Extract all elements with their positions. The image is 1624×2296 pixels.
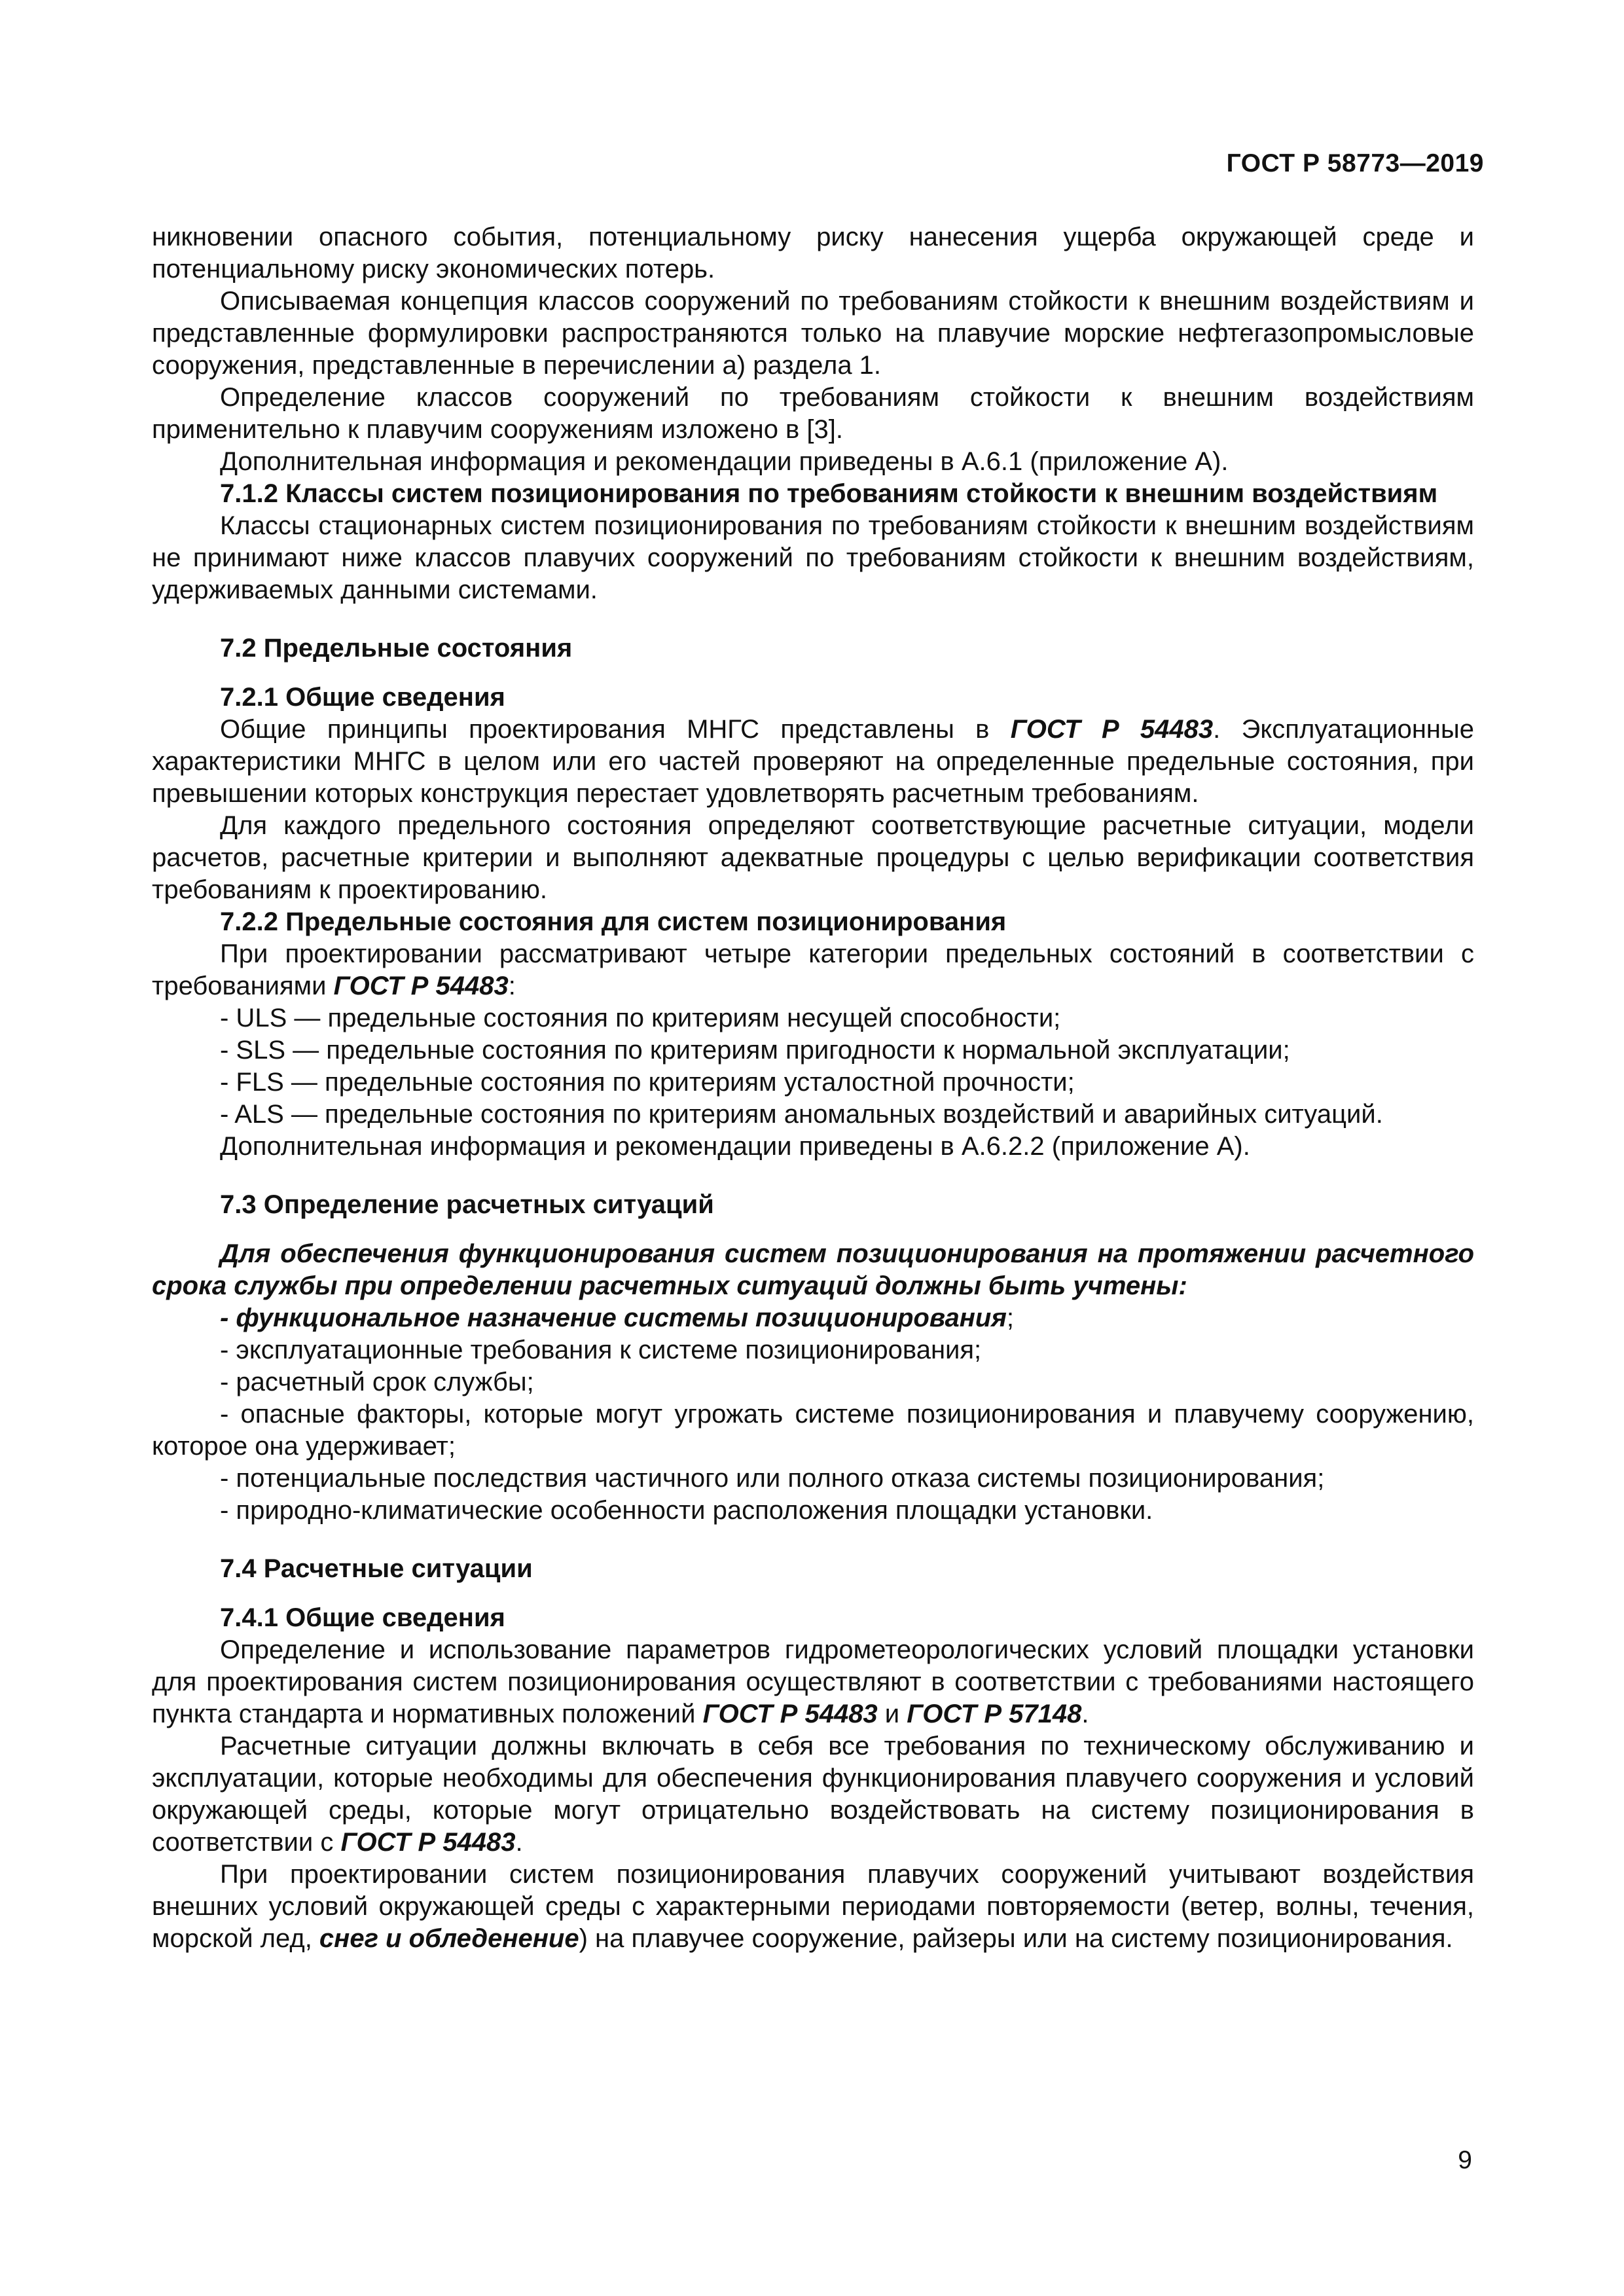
paragraph: Определение классов сооружений по требованиям стойкости к внешним воздействиям применительно к плавучим сооружениям изложено в [3]. (152, 383, 1474, 444)
paragraph: Для каждого предельного состояния определяют соответствующие расчетные ситуации, модели расчетов, расчетные критерии и выполняют адекватные процедуры с целью верификации соответствия требованиям к проектированию. (152, 811, 1474, 904)
standard-reference: ГОСТ Р 54483 (333, 972, 509, 1000)
paragraph: Дополнительная информация и рекомендации приведены в А.6.2.2 (приложение А). (220, 1132, 1250, 1161)
standard-reference: ГОСТ Р 54483 (340, 1828, 516, 1857)
list-item: - ULS — предельные состояния по критериям несущей способности; (220, 1004, 1061, 1032)
list-item: - SLS — предельные состояния по критериям пригодности к нормальной эксплуатации; (220, 1036, 1290, 1065)
paragraph: Определение и использование параметров гидрометеорологических условий площадки установки для проектирования систем позиционирования осуществляют в соответствии с требованиями настоящего пункта стандарта и нормативных положений ГОСТ Р 54483 и ГОСТ Р 57148. (152, 1635, 1474, 1728)
list-item: - опасные факторы, которые могут угрожать системе позиционирования и плавучему сооружению, которое она удерживает; (152, 1400, 1474, 1461)
list-item: - ALS — предельные состояния по критериям аномальных воздействий и аварийных ситуаций. (220, 1100, 1383, 1129)
list-item: - FLS — предельные состояния по критериям усталостной прочности; (220, 1068, 1075, 1097)
page-number: 9 (1458, 2146, 1472, 2174)
paragraph: При проектировании рассматривают четыре категории предельных состояний в соответствии с требованиями ГОСТ Р 54483: (152, 939, 1474, 1000)
section-heading-7-2-1: 7.2.1 Общие сведения (220, 683, 505, 712)
section-heading-7-4-1: 7.4.1 Общие сведения (220, 1603, 505, 1632)
paragraph: Расчетные ситуации должны включать в себя все требования по техническому обслуживанию и эксплуатации, которые необходимы для обеспечения функционирования плавучего сооружения и условий окружающей среды, которые могут отрицательно воздействовать на систему позиционирования в соответствии с ГОСТ Р 54483. (152, 1732, 1474, 1857)
section-heading-7-4: 7.4 Расчетные ситуации (220, 1554, 533, 1583)
list-item: - потенциальные последствия частичного или полного отказа системы позиционирования; (220, 1464, 1325, 1493)
paragraph: Классы стационарных систем позиционирования по требованиям стойкости к внешним воздействиям не принимают ниже классов плавучих сооружений по требованиям стойкости к внешним воздействиям, удерживаемых данными системами. (152, 511, 1474, 604)
list-item: - расчетный срок службы; (220, 1368, 534, 1396)
list-item: - эксплуатационные требования к системе позиционирования; (220, 1336, 982, 1364)
standard-reference: ГОСТ Р 54483 (1010, 715, 1214, 744)
paragraph: Дополнительная информация и рекомендации приведены в А.6.1 (приложение А). (220, 447, 1229, 476)
section-heading-7-1-2: 7.1.2 Классы систем позиционирования по требованиям стойкости к внешним воздействиям (220, 479, 1438, 508)
list-item: - природно-климатические особенности расположения площадки установки. (220, 1496, 1153, 1525)
document-code-header: ГОСТ Р 58773—2019 (1226, 149, 1484, 177)
paragraph: Для обеспечения функционирования систем позиционирования на протяжении расчетного срока службы при определении расчетных ситуаций должны быть учтены: (152, 1239, 1474, 1300)
section-heading-7-2-2: 7.2.2 Предельные состояния для систем позиционирования (220, 907, 1007, 936)
paragraph: Описываемая концепция классов сооружений по требованиям стойкости к внешним воздействиям и представленные формулировки распространяются только на плавучие морские нефтегазопромысловые сооружения, представленные в перечислении а) раздела 1. (152, 287, 1474, 380)
standard-reference: ГОСТ Р 57148 (907, 1700, 1082, 1728)
list-item: - функциональное назначение системы позиционирования; (220, 1303, 1015, 1332)
standard-reference: ГОСТ Р 54483 (702, 1700, 878, 1728)
section-heading-7-3: 7.3 Определение расчетных ситуаций (220, 1190, 714, 1219)
paragraph: никновении опасного события, потенциальному риску нанесения ущерба окружающей среде и потенциальному риску экономических потерь. (152, 223, 1474, 283)
section-heading-7-2: 7.2 Предельные состояния (220, 634, 573, 663)
document-body (152, 221, 1474, 1955)
paragraph: При проектировании систем позиционирования плавучих сооружений учитывают воздействия внешних условий окружающей среды с характерными периодами повторяемости (ветер, волны, течения, морской лед, снег и обледенение) на плавучее сооружение, райзеры или на систему позиционирования. (152, 1860, 1474, 1953)
paragraph: Общие принципы проектирования МНГС представлены в ГОСТ Р 54483. Эксплуатационные характеристики МНГС в целом или его частей проверяют на определенные предельные состояния, при превышении которых конструкция перестает удовлетворять расчетным требованиям. (152, 715, 1475, 808)
